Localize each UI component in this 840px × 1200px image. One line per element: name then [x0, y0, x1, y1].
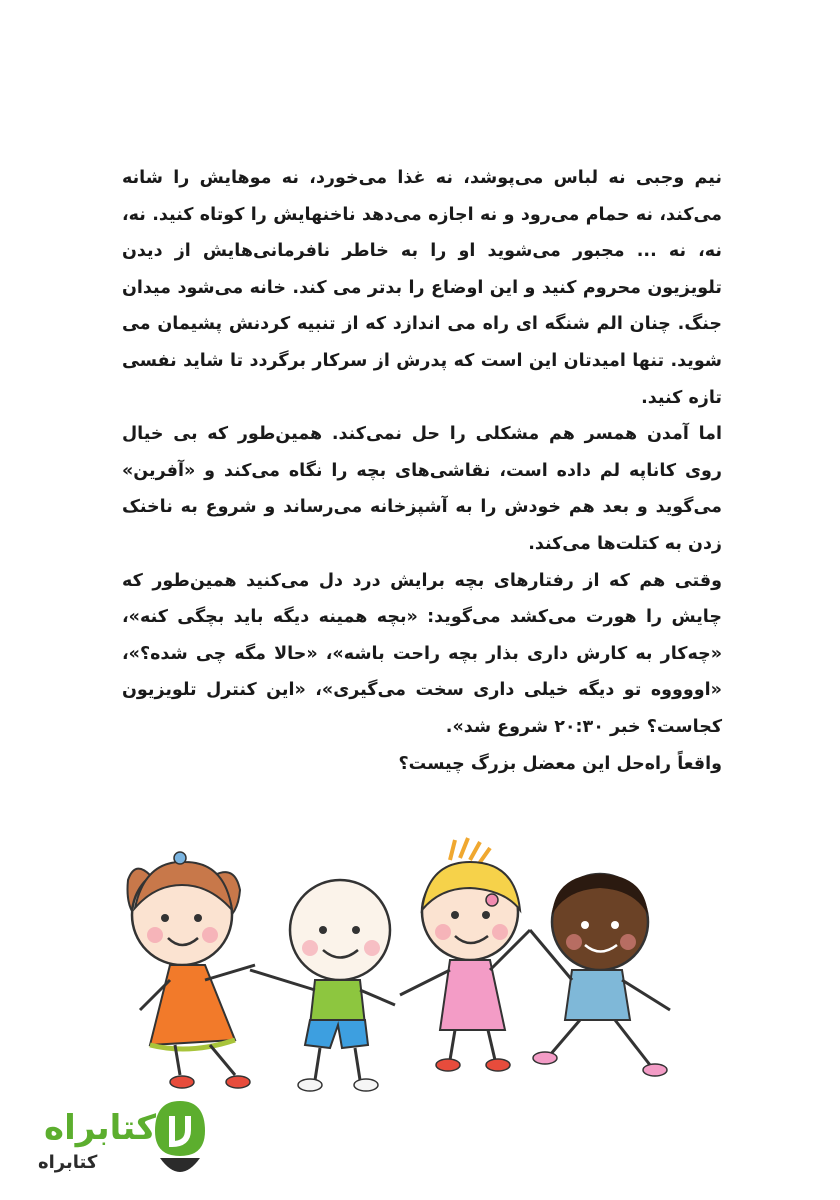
child-girl-pink — [400, 838, 530, 1071]
logo-text-small: کتابراه — [38, 1152, 98, 1173]
children-illustration — [110, 830, 690, 1100]
paragraph-1: نیم وجبی نه لباس می‌پوشد، نه غذا می‌خورد، نه موهایش را شانه می‌کند، نه حمام می‌رود و نه اجازه می‌دهد ناخنهایش را کوتاه کنید. نه، نه، نه ... مجبور می‌شوید او را به خاطر نافرمانی‌هایش از دیدن تلویزیون محروم کنید و این اوضاع را بدتر می کند. خانه می‌شود میدان جنگ. چنان الم شنگه ای راه می اندازد که از تنبیه کردنش پشیمان می شوید. تنها امیدتان این است که پدرش از سرکار برگردد تا شاید نفسی تازه کنید. — [122, 168, 722, 408]
child-boy-green — [250, 880, 395, 1091]
paragraph-3: وقتی هم که از رفتارهای بچه برایش درد دل می‌کنید همین‌طور که چایش را هورت می‌کشد می‌گوید: «بچه همینه دیگه باید بچگی کنه»، «چه‌کار به کارش داری بذار بچه راحت باشه»، «حالا مگه چی شده؟»، «اووووه تو دیگه خیلی داری سخت می‌گیری»، «این کنترل تلویزیون کجاست؟ خبر ۲۰:۳۰ شروع شد». — [122, 570, 722, 737]
child-girl-orange — [128, 852, 256, 1088]
ketabrah-logo — [38, 1090, 218, 1190]
paragraph-2: اما آمدن همسر هم مشکلی را حل نمی‌کند. همین‌طور که بی خیال روی کاناپه لم داده است، نقاشی‌های بچه را نگاه می‌کند و «آفرین» می‌گوید و بعد هم خودش را به آشپزخانه می‌رساند و شروع به ناخنک زدن به کتلت‌ها می‌کند. — [122, 424, 722, 554]
child-boy-blue — [530, 874, 670, 1076]
logo-leaf-icon — [150, 1096, 210, 1186]
body-text — [122, 160, 722, 782]
logo-text-large: کتابراه — [44, 1108, 157, 1148]
paragraph-4: واقعاً راه‌حل این معضل بزرگ چیست؟ — [398, 753, 722, 774]
